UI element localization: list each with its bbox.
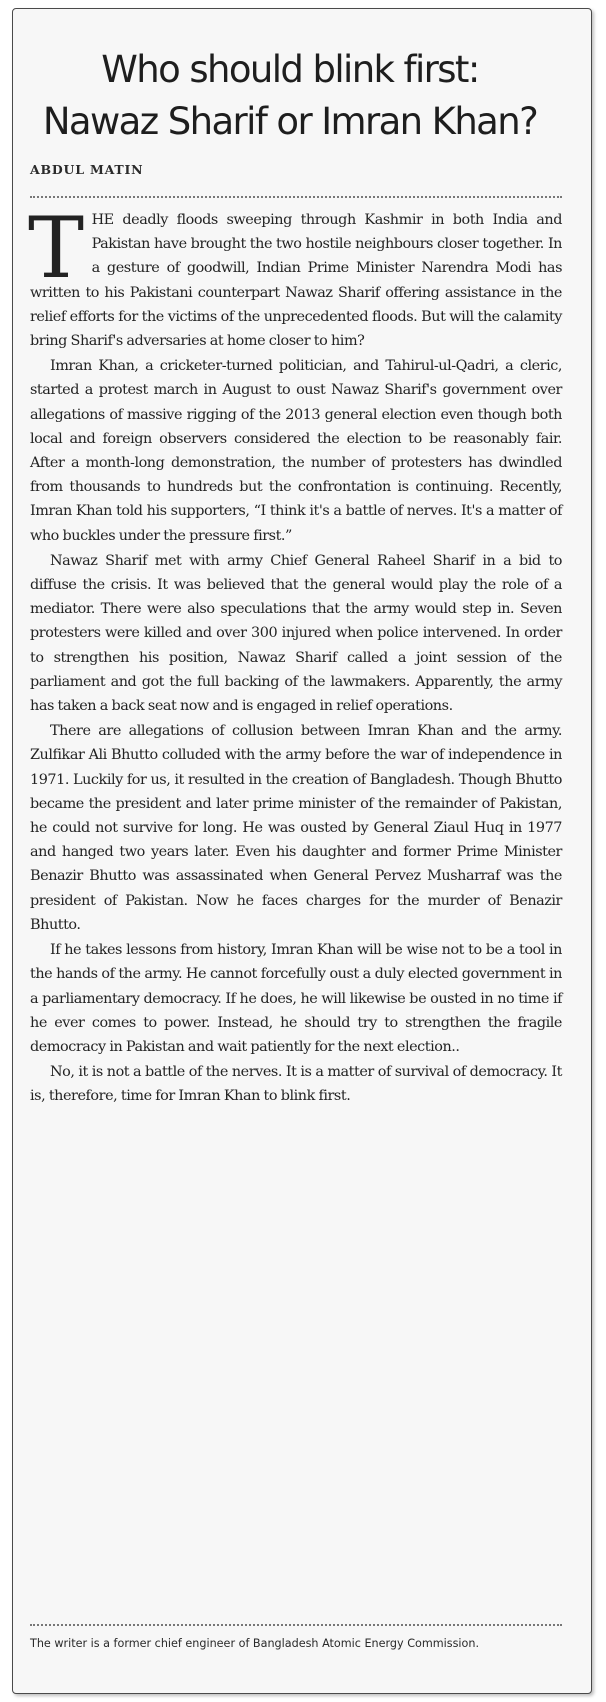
paragraph-5: If he takes lessons from history, Imran Khan will be wise not to be a tool in the hands of the army. He cannot forcefully oust a duly elected government in a parliamentary democracy. If he does, he will likewise be ousted in no time if he ever comes to power. Instead, he should try to strengthen the fragile democracy in Pakistan and wait patiently for the next election.. — [30, 942, 562, 1055]
paragraph-1-text: HE deadly floods sweeping through Kashmir in both India and Pakistan have brought the two hostile neighbours closer together. In a gesture of goodwill, Indian Prime Minister Narendra Modi has written to his Pakistani counterpart Nawaz Sharif offering assistance in the relief efforts for the victims of the unprecedented floods. But will the calamity bring Sharif's adversaries at home closer to him? — [30, 212, 562, 350]
headline — [18, 44, 562, 148]
paragraph-3: Nawaz Sharif met with army Chief General Raheel Sharif in a bid to diffuse the crisis. It was believed that the general would play the role of a mediator. There were also speculations that the army would step in. Seven protesters were killed and over 300 injured when police intervened. In order to strengthen his position, Nawaz Sharif called a joint session of the parliament and got the full backing of the lawmakers. Apparently, the army has taken a back seat now and is engaged in relief operations. — [30, 552, 562, 715]
byline: ABDUL MATIN — [30, 162, 144, 177]
drop-cap: T — [28, 199, 84, 297]
paragraph-6: No, it is not a battle of the nerves. It is a matter of survival of democracy. It is, therefore, time for Imran Khan to blink first. — [30, 1064, 562, 1105]
article-body — [28, 199, 562, 1110]
top-dotted-divider — [30, 196, 562, 198]
paragraph-2: Imran Khan, a cricketer-turned politician, and Tahirul-ul-Qadri, a cleric, started a protest march in August to oust Nawaz Sharif's government over allegations of massive rigging of the 2013 general election even though both local and foreign observers considered the election to be reasonably fair. After a month-long demonstration, the number of protesters has dwindled from thousands to hundreds but the confrontation is continuing. Recently, Imran Khan told his supporters, “I think it's a battle of nerves. It's a matter of who buckles under the pressure first.” — [30, 358, 562, 544]
paragraph-1 — [28, 199, 562, 353]
paragraph-4: There are allegations of collusion between Imran Khan and the army. Zulfikar Ali Bhutto colluded with the army before the war of independence in 1971. Luckily for us, it resulted in the creation of Bangladesh. Though Bhutto became the president and later prime minister of the remainder of Pakistan, he could not survive for long. He was ousted by General Ziaul Huq in 1977 and hanged two years later. Even his daughter and former Prime Minister Benazir Bhutto was assassinated when General Pervez Musharraf was the president of Pakistan. Now he faces charges for the murder of Benazir Bhutto. — [30, 723, 562, 933]
headline-line-2: Nawaz Sharif or Imran Khan? — [42, 100, 538, 143]
bottom-dotted-divider — [30, 1624, 562, 1626]
headline-line-1: Who should blink first: — [101, 48, 479, 91]
author-footnote: The writer is a former chief engineer of Bangladesh Atomic Energy Commission. — [30, 1637, 480, 1650]
